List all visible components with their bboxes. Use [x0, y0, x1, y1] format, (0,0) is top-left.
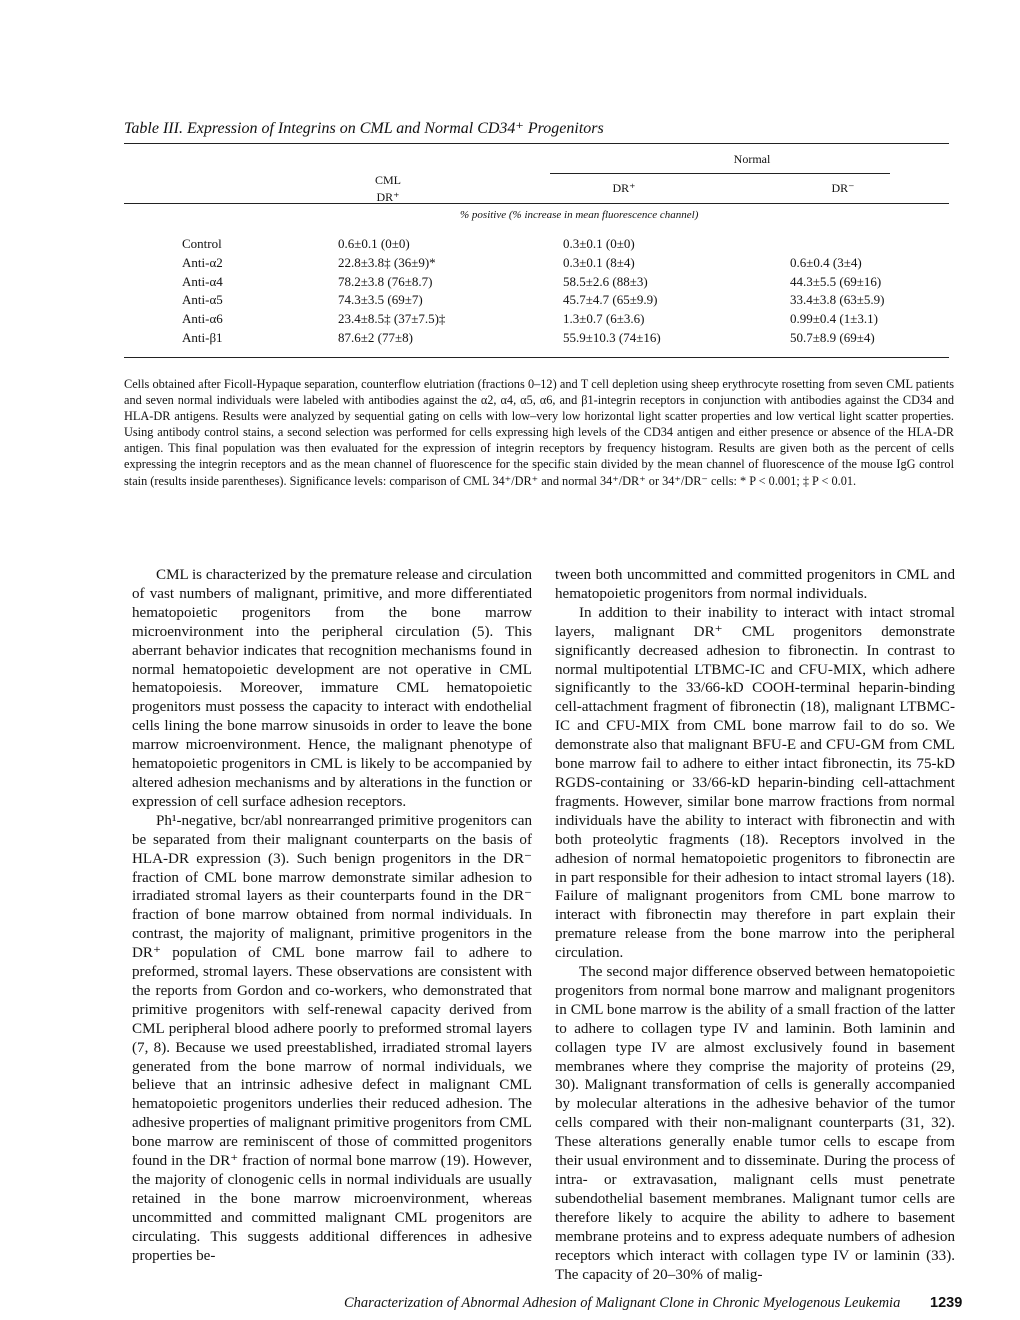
table-row — [0, 330, 1020, 348]
row-label: Anti-α2 — [182, 255, 223, 270]
cell-cml: 78.2±3.8 (76±8.7) — [338, 274, 433, 289]
cell-dr-minus: 0.99±0.4 (1±3.1) — [790, 311, 878, 326]
paragraph: In addition to their inability to interact with intact stromal layers, malignant DR⁺ CML progenitors demonstrate significantly decreased adhesion to fibronectin. In contrast to normal multipotential LTBMC-IC and CFU-MIX, which adhere significantly to the 33/66-kD COOH-terminal heparin-binding cell-attachment fragment of fibronectin (18), malignant LTBMC-IC and CFU-MIX from CML bone marrow fail to do so. We demonstrate also that malignant BFU-E and CFU-GM from CML bone marrow fail to adhere to either intact fibronectin, its 75-kD RGDS-containing or 33/66-kD heparin-binding cell-attachment fragments. However, similar bone marrow fractions from normal individuals have the ability to interact with fibronectin and with both proteolytic fragments (18). Receptors involved in the adhesion of normal hematopoietic progenitors to fibronectin are in part responsible for their adhesion to intact stromal layers (18). Failure of malignant progenitors from CML bone marrow to interact with fibronectin may therefore in part explain their premature release from the bone marrow into the peripheral circulation. — [555, 604, 955, 962]
units-caption: % positive (% increase in mean fluorescence channel) — [460, 209, 699, 221]
paragraph: CML is characterized by the premature release and circulation of vast numbers of malignant, primitive, and more differentiated hematopoietic progenitors from the bone marrow microenvironment into the peripheral circulation (5). This aberrant behavior indicates that recognition mechanisms found in normal hematopoietic development are not operative in CML hematopoiesis. Moreover, immature CML hematopoietic progenitors must possess the capacity to interact with endothelial cells lining the bone marrow sinusoids in order to leave the bone marrow microenvironment. Hence, the malignant phenotype of hematopoietic progenitors in CML is likely to be accompanied by altered adhesion mechanisms and by alterations in the function or expression of cell surface adhesion receptors. — [132, 567, 532, 810]
cell-dr-minus: 44.3±5.5 (69±16) — [790, 274, 882, 289]
header-cml — [348, 172, 428, 206]
table-bottom-rule — [124, 357, 949, 358]
header-cml-line2: DR⁺ — [376, 190, 400, 204]
normal-group-rule — [550, 173, 890, 174]
row-label: Anti-β1 — [182, 330, 223, 345]
paragraph: tween both uncommitted and committed progenitors in CML and hematopoietic progenitors from normal individuals. — [555, 567, 955, 602]
header-dr-minus: DR⁻ — [831, 181, 855, 195]
row-label: Anti-α4 — [182, 274, 223, 289]
running-footer: Characterization of Abnormal Adhesion of Malignant Clone in Chronic Myelogenous Leukemia — [344, 1295, 901, 1311]
cell-dr-minus: 0.6±0.4 (3±4) — [790, 255, 862, 270]
cell-dr-plus: 58.5±2.6 (88±3) — [563, 274, 648, 289]
cell-cml: 87.6±2 (77±8) — [338, 330, 413, 345]
body-left-column — [132, 566, 532, 1266]
header-bottom-rule — [124, 203, 949, 204]
table-row — [0, 274, 1020, 292]
table-row — [0, 255, 1020, 273]
paragraph: Ph¹-negative, bcr/abl nonrearranged primitive progenitors can be separated from their malignant counterparts on the basis of HLA-DR expression (3). Such benign progenitors in the DR⁻ fraction of CML bone marrow demonstrate similar adhesion to irradiated stromal layers as their counterparts found in the DR⁻ fraction of bone marrow obtained from normal individuals. In contrast, the majority of malignant, primitive progenitors in the DR⁺ population of CML bone marrow fail to adhere to preformed, stromal layers. These observations are consistent with the reports from Gordon and co-workers, who demonstrated that primitive progenitors with self-renewal capacity derived from CML peripheral blood adhere poorly to preformed stromal layers (7, 8). Because we used preestablished, irradiated stromal layers generated from the bone marrow of normal individuals, we believe that an intrinsic adhesive defect in malignant CML hematopoietic progenitors underlies their reduced adhesion. The adhesive properties of malignant primitive progenitors from CML bone marrow are reminiscent of those of committed progenitors found in the DR⁺ fraction of normal bone marrow (19). However, the majority of clonogenic cells in normal individuals are usually retained in the bone marrow microenvironment, whereas uncommitted and committed malignant CML progenitors are circulating. This suggests additional differences in adhesive properties be- — [132, 812, 532, 1264]
header-cml-line1: CML — [374, 173, 401, 187]
row-label: Control — [182, 236, 222, 251]
cell-cml: 0.6±0.1 (0±0) — [338, 236, 410, 251]
page-number: 1239 — [930, 1295, 963, 1311]
cell-dr-plus: 55.9±10.3 (74±16) — [563, 330, 661, 345]
cell-cml: 74.3±3.5 (69±7) — [338, 292, 423, 307]
cell-cml: 23.4±8.5‡ (37±7.5)‡ — [338, 311, 446, 326]
table-footnote: Cells obtained after Ficoll-Hypaque separation, counterflow elutriation (fractions 0–12) and T cell depletion using sheep erythrocyte rosetting from seven CML patients and seven normal individuals were labeled with antibodies against the α2, α4, α5, α6, and β1-integrin receptors in conjunction with antibodies against the CD34 and HLA-DR antigens. Results were analyzed by sequential gating on cells with low–very low horizontal light scatter properties and low vertical light scatter properties. Using antibody control stains, a second selection was performed for cells expressing high levels of the CD34 antigen and either presence or absence of the HLA-DR antigen. This final population was then evaluated for the expression of integrin receptors by frequency histogram. Results are given both as the percent of cells expressing the integrin receptors and as the mean channel of fluorescence for the specific stain divided by the mean channel of fluorescence of the mouse IgG control stain (results inside parentheses). Significance levels: comparison of CML 34⁺/DR⁺ and normal 34⁺/DR⁺ or 34⁺/DR⁻ cells: * P < 0.001; ‡ P < 0.01. — [124, 377, 954, 488]
cell-dr-plus: 0.3±0.1 (0±0) — [563, 236, 635, 251]
table-row — [0, 292, 1020, 310]
table-top-rule — [124, 143, 949, 144]
row-label: Anti-α6 — [182, 311, 223, 326]
cell-dr-plus: 1.3±0.7 (6±3.6) — [563, 311, 645, 326]
header-normal: Normal — [733, 152, 771, 166]
cell-cml: 22.8±3.8‡ (36±9)* — [338, 255, 436, 270]
header-dr-plus: DR⁺ — [612, 181, 636, 195]
cell-dr-plus: 0.3±0.1 (8±4) — [563, 255, 635, 270]
body-right-column — [555, 566, 955, 1284]
cell-dr-minus: 50.7±8.9 (69±4) — [790, 330, 875, 345]
cell-dr-minus: 33.4±3.8 (63±5.9) — [790, 292, 885, 307]
table-title: Table III. Expression of Integrins on CML and Normal CD34⁺ Progenitors — [124, 120, 604, 137]
table-row — [0, 311, 1020, 329]
table-row — [0, 236, 1020, 254]
cell-dr-plus: 45.7±4.7 (65±9.9) — [563, 292, 658, 307]
paragraph: The second major difference observed between hematopoietic progenitors from normal bone marrow and malignant progenitors in CML bone marrow is the ability of a small fraction of the latter to adhere to collagen type IV and laminin. Both laminin and collagen type IV are almost exclusively found in basement membranes where they comprise the majority of proteins (29, 30). Malignant transformation of cells is generally accompanied by molecular alterations in the adhesive behavior of the tumor cells compared with their non-malignant counterparts (31, 32). These alterations generally enable tumor cells to escape from their usual environment and to disseminate. During the process of intra- or extravasation, malignant cells must penetrate subendothelial basement membranes. Malignant tumor cells are therefore likely to acquire the ability to adhere to basement membrane proteins and to express adequate numbers of adhesion receptors which interact with collagen type IV or laminin (33). The capacity of 20–30% of malig- — [555, 964, 955, 1283]
row-label: Anti-α5 — [182, 292, 223, 307]
